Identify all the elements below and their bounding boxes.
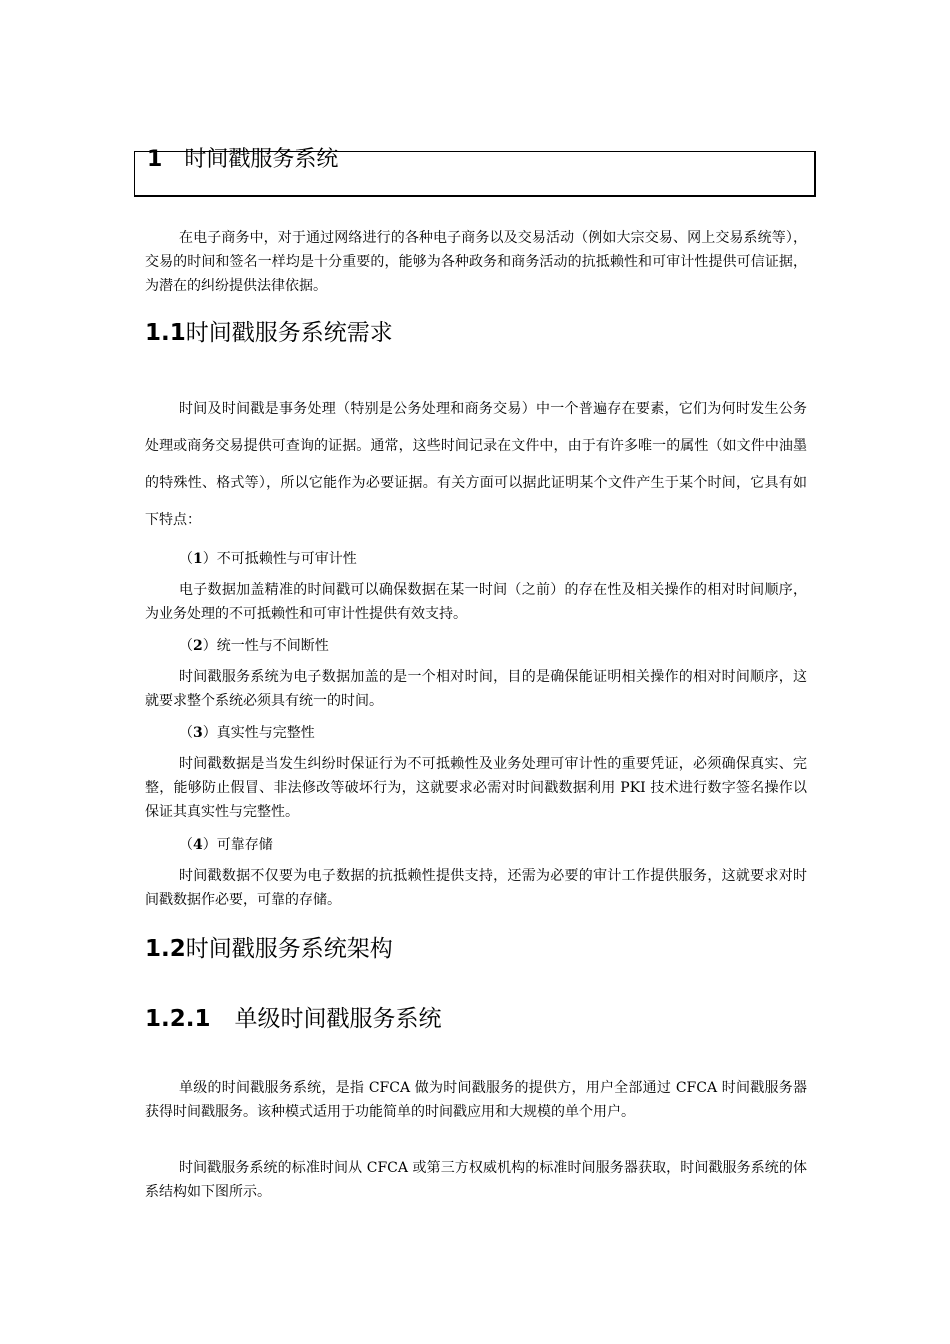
feature-1-title: 不可抵赖性与可审计性 — [216, 551, 357, 567]
feature-3-heading: （3）真实性与完整性 — [179, 725, 315, 741]
heading-1-2-number: 1.2 — [145, 936, 186, 962]
section-1-2-1-para-2: 时间戳服务系统的标准时间从 CFCA 或第三方权威机构的标准时间服务器获取，时间戳服务系统的体系结构如下图所示。 — [145, 1160, 807, 1200]
heading-1-box — [134, 147, 816, 197]
heading-1-1 — [145, 318, 393, 348]
section-1-1-intro: 时间及时间戳是事务处理（特别是公务处理和商务交易）中一个普遍存在要素，它们为何时发生公务处理或商务交易提供可查询的证据。通常，这些时间记录在文件中，由于有许多唯一的属性（如文件中油墨的特殊性、格式等），所以它能作为必要证据。有关方面可以据此证明某个文件产生于某个时间，它具有如下特点： — [145, 401, 807, 528]
intro-paragraph: 在电子商务中，对于通过网络进行的各种电子商务以及交易活动（例如大宗交易、网上交易系统等），交易的时间和签名一样均是十分重要的，能够为各种政务和商务活动的抗抵赖性和可审计性提供可信证据，为潜在的纠纷提供法律依据。 — [145, 230, 807, 294]
feature-1-text: 电子数据加盖精准的时间戳可以确保数据在某一时间（之前）的存在性及相关操作的相对时间顺序，为业务处理的不可抵赖性和可审计性提供有效支持。 — [145, 582, 807, 622]
heading-1-number: 1 — [147, 147, 163, 172]
feature-2-heading: （2）统一性与不间断性 — [179, 638, 329, 654]
section-1-2-1-para-1: 单级的时间戳服务系统，是指 CFCA 做为时间戳服务的提供方，用户全部通过 CFCA 时间戳服务器获得时间戳服务。该种模式适用于功能简单的时间戳应用和大规模的单个用户。 — [145, 1080, 807, 1120]
feature-2-title: 统一性与不间断性 — [216, 638, 329, 654]
feature-3-title: 真实性与完整性 — [216, 725, 315, 741]
heading-1-2 — [145, 934, 393, 964]
feature-4-title: 可靠存储 — [216, 837, 273, 853]
heading-1-2-1-title: 单级时间戳服务系统 — [234, 1006, 442, 1032]
heading-1-1-number: 1.1 — [145, 320, 186, 346]
feature-4-text: 时间戳数据不仅要为电子数据的抗抵赖性提供支持，还需为必要的审计工作提供服务，这就要求对时间戳数据作必要，可靠的存储。 — [145, 868, 807, 908]
feature-1-heading: （1）不可抵赖性与可审计性 — [179, 551, 357, 567]
heading-1 — [147, 146, 338, 174]
heading-1-1-title: 时间戳服务系统需求 — [185, 320, 393, 346]
feature-2-text: 时间戳服务系统为电子数据加盖的是一个相对时间，目的是确保能证明相关操作的相对时间顺序，这就要求整个系统必须具有统一的时间。 — [145, 669, 807, 709]
heading-1-2-1 — [145, 1004, 442, 1034]
heading-1-title: 时间戳服务系统 — [184, 147, 339, 172]
feature-3-text: 时间戳数据是当发生纠纷时保证行为不可抵赖性及业务处理可审计性的重要凭证，必须确保真实、完整，能够防止假冒、非法修改等破坏行为，这就要求必需对时间戳数据利用 PKI 技术进行数字签名操作以保证其真实性与完整性。 — [145, 756, 807, 820]
feature-4-heading: （4）可靠存储 — [179, 837, 273, 853]
heading-1-2-1-number: 1.2.1 — [145, 1006, 211, 1032]
heading-1-2-title: 时间戳服务系统架构 — [185, 936, 393, 962]
